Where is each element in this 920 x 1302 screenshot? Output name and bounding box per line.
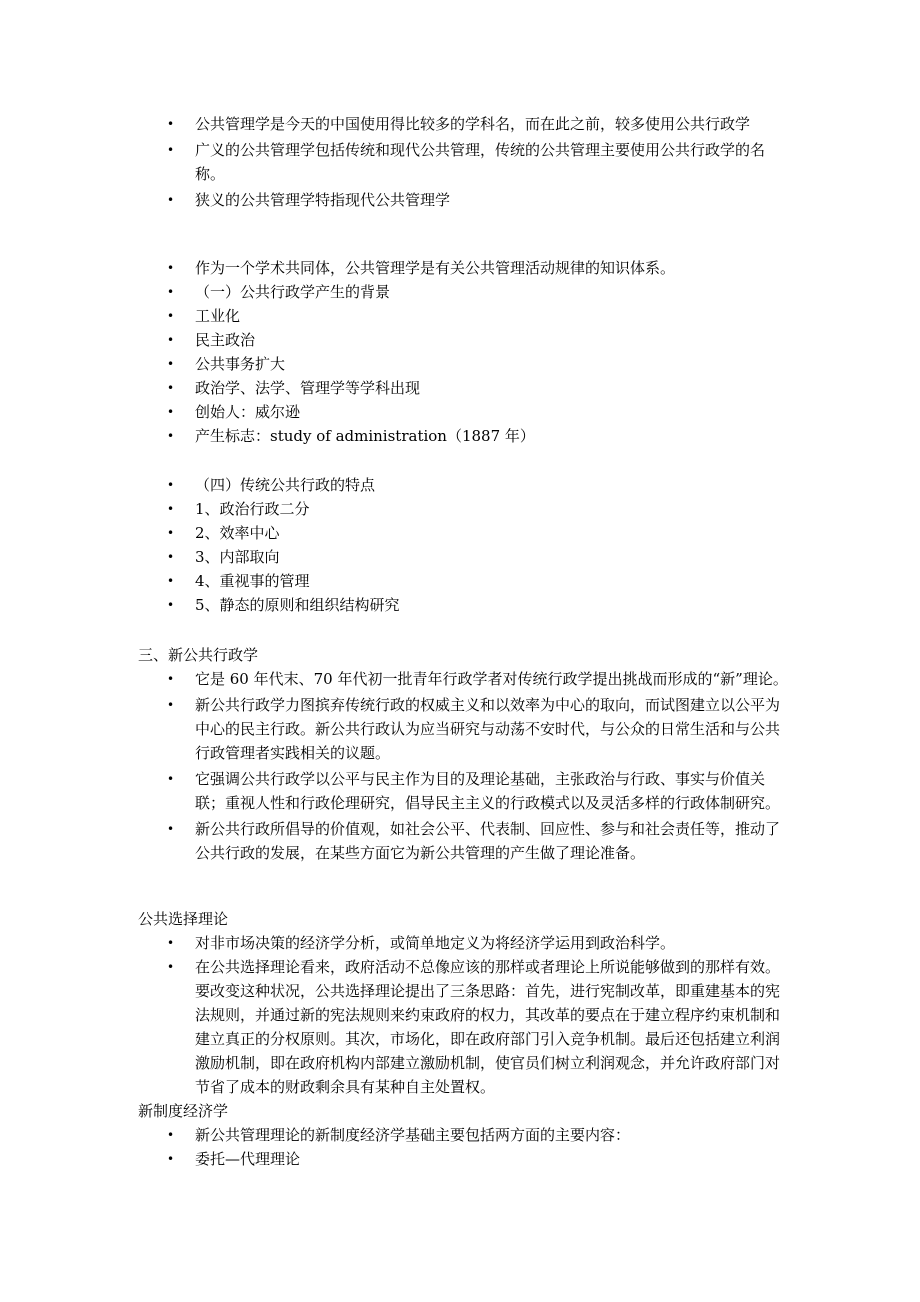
list-item: • 工业化 <box>0 304 790 328</box>
bullet-icon: • <box>167 1152 175 1166</box>
bullet-icon: • <box>167 357 175 371</box>
bullet-list-intro <box>0 112 920 212</box>
section-heading-new-public-administration: 三、新公共行政学 <box>138 646 259 664</box>
bullet-icon: • <box>167 381 175 395</box>
list-item: • 广义的公共管理学包括传统和现代公共管理，传统的公共管理主要使用公共行政学的名称。 <box>0 138 790 186</box>
bullet-icon: • <box>167 550 175 564</box>
bullet-icon: • <box>167 574 175 588</box>
bullet-icon: • <box>167 478 175 492</box>
bullet-icon: • <box>167 309 175 323</box>
bullet-list-traditional-features <box>0 473 920 617</box>
list-item: • （一）公共行政学产生的背景 <box>0 280 790 304</box>
bullet-icon: • <box>167 598 175 612</box>
list-item: • 1、政治行政二分 <box>0 497 790 521</box>
bullet-icon: • <box>167 117 175 131</box>
bullet-list-public-choice <box>0 931 920 1101</box>
list-item: • 狭义的公共管理学特指现代公共管理学 <box>0 188 790 212</box>
bullet-icon: • <box>167 429 175 443</box>
list-item: • 4、重视事的管理 <box>0 569 790 593</box>
bullet-icon: • <box>167 333 175 347</box>
bullet-icon: • <box>167 1128 175 1142</box>
bullet-list-background <box>0 256 920 448</box>
bullet-list-new-institutional-economics <box>0 1123 920 1171</box>
list-item: • 它强调公共行政学以公平与民主作为目的及理论基础，主张政治与行政、事实与价值关联；重视人性和行政伦理研究，倡导民主主义的行政模式以及灵活多样的行政体制研究。 <box>0 767 790 815</box>
list-item: • 2、效率中心 <box>0 521 790 545</box>
list-item: • 新公共管理理论的新制度经济学基础主要包括两方面的主要内容： <box>0 1123 790 1147</box>
bullet-icon: • <box>167 772 175 786</box>
list-item: • 它是 60 年代末、70 年代初一批青年行政学者对传统行政学提出挑战而形成的“新”理论。 <box>0 667 790 691</box>
bullet-icon: • <box>167 405 175 419</box>
list-item: • 3、内部取向 <box>0 545 790 569</box>
bullet-icon: • <box>167 526 175 540</box>
list-item: • 委托—代理理论 <box>0 1147 790 1171</box>
list-item: • 公共事务扩大 <box>0 352 790 376</box>
list-item: • 新公共行政学力图摈弃传统行政的权威主义和以效率为中心的取向，而试图建立以公平为中心的民主行政。新公共行政认为应当研究与动荡不安时代，与公众的日常生活和与公共行政管理者实践相关的议题。 <box>0 693 790 765</box>
bullet-icon: • <box>167 502 175 516</box>
list-item: • 产生标志：study of administration（1887 年） <box>0 424 790 448</box>
section-heading-public-choice: 公共选择理论 <box>138 910 229 928</box>
bullet-icon: • <box>167 822 175 836</box>
bullet-icon: • <box>167 143 175 157</box>
list-item: • 作为一个学术共同体，公共管理学是有关公共管理活动规律的知识体系。 <box>0 256 790 280</box>
bullet-icon: • <box>167 960 175 974</box>
bullet-icon: • <box>167 698 175 712</box>
bullet-icon: • <box>167 193 175 207</box>
list-item: • 对非市场决策的经济学分析，或简单地定义为将经济学运用到政治科学。 <box>0 931 790 955</box>
bullet-list-new-public-administration <box>0 667 920 867</box>
list-item: • 创始人：威尔逊 <box>0 400 790 424</box>
list-item: • 5、静态的原则和组织结构研究 <box>0 593 790 617</box>
bullet-icon: • <box>167 261 175 275</box>
bullet-icon: • <box>167 936 175 950</box>
list-item: • 民主政治 <box>0 328 790 352</box>
bullet-icon: • <box>167 285 175 299</box>
list-item: • 新公共行政所倡导的价值观，如社会公平、代表制、回应性、参与和社会责任等，推动了公共行政的发展，在某些方面它为新公共管理的产生做了理论准备。 <box>0 817 790 865</box>
list-item: • 公共管理学是今天的中国使用得比较多的学科名，而在此之前，较多使用公共行政学 <box>0 112 790 136</box>
section-heading-new-institutional-economics: 新制度经济学 <box>138 1102 229 1120</box>
bullet-icon: • <box>167 672 175 686</box>
list-item: • 在公共选择理论看来，政府活动不总像应该的那样或者理论上所说能够做到的那样有效。要改变这种状况，公共选择理论提出了三条思路：首先，进行宪制改革，即重建基本的宪法规则，并通过新的宪法规则来约束政府的权力，其改革的要点在于建立程序约束机制和建立真正的分权原则。其次，市场化，即在政府部门引入竞争机制。最后还包括建立利润激励机制，即在政府机构内部建立激励机制，使官员们树立利润观念，并允许政府部门对节省了成本的财政剩余具有某种自主处置权。 <box>0 955 790 1099</box>
list-item: • 政治学、法学、管理学等学科出现 <box>0 376 790 400</box>
list-item: • （四）传统公共行政的特点 <box>0 473 790 497</box>
